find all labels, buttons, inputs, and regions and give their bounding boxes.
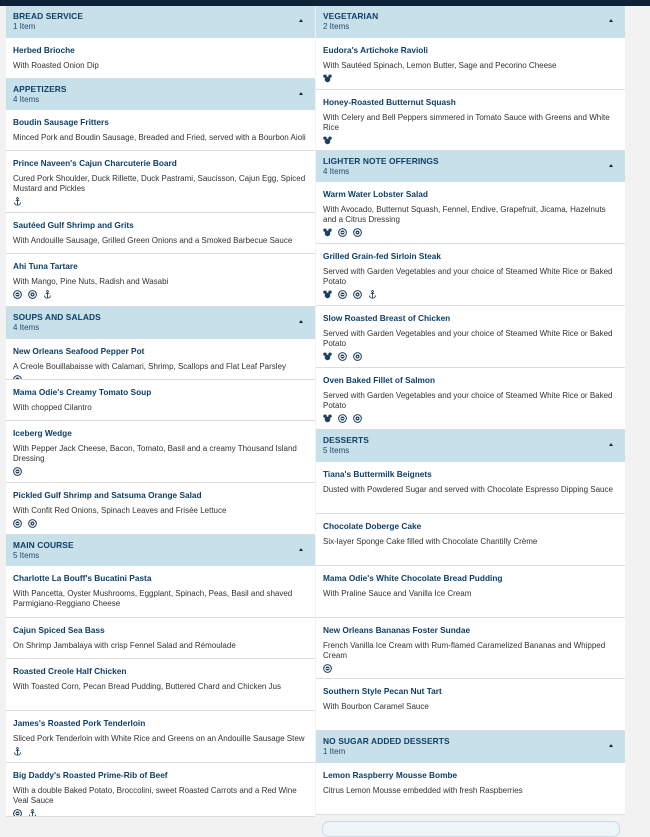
collapse-caret-icon[interactable] bbox=[609, 443, 613, 446]
menu-item[interactable] bbox=[6, 711, 315, 763]
mickey-icon bbox=[323, 228, 332, 237]
menu-item[interactable] bbox=[6, 151, 315, 213]
menu-item-description: With Sautéed Spinach, Lemon Butter, Sage and Pecorino Cheese bbox=[323, 61, 557, 70]
gluten-free-icon bbox=[338, 228, 347, 237]
collapse-caret-icon[interactable] bbox=[299, 548, 303, 551]
collapse-caret-icon[interactable] bbox=[609, 19, 613, 22]
anchor-icon bbox=[28, 809, 37, 818]
mickey-icon bbox=[323, 136, 332, 145]
section-count: 2 Items bbox=[323, 22, 350, 31]
menu-item[interactable] bbox=[6, 110, 315, 151]
menu-item-description: Six-layer Sponge Cake filled with Chocolate Chantilly Crème bbox=[323, 537, 538, 546]
menu-item-description: Citrus Lemon Mousse embedded with fresh Raspberries bbox=[323, 786, 523, 795]
gluten-free-icon bbox=[338, 290, 347, 299]
section-count: 4 Items bbox=[323, 167, 350, 176]
dietary-icons bbox=[13, 746, 308, 758]
dietary-icons bbox=[323, 226, 618, 238]
section-title: APPETIZERS bbox=[13, 84, 67, 94]
gluten-free-icon bbox=[323, 664, 332, 673]
menu-item-description: With Mango, Pine Nuts, Radish and Wasabi bbox=[13, 277, 169, 286]
menu-item-description: Served with Garden Vegetables and your choice of Steamed White Rice or Baked Potato bbox=[323, 329, 613, 348]
menu-item-description: Cured Pork Shoulder, Duck Rillette, Duck Pastrami, Saucisson, Cajun Egg, Spiced Mustard and Pickles bbox=[13, 174, 306, 193]
section-count: 5 Items bbox=[13, 551, 40, 560]
menu-item[interactable] bbox=[316, 618, 625, 679]
menu-item-description: French Vanilla Ice Cream with Rum-flamed Caramelized Bananas and Whipped Cream bbox=[323, 641, 606, 660]
anchor-icon bbox=[368, 290, 377, 299]
section-count: 1 Item bbox=[13, 22, 36, 31]
menu-item-name: Oven Baked Fillet of Salmon bbox=[323, 375, 436, 385]
section-count: 1 Item bbox=[323, 747, 346, 756]
section-header[interactable] bbox=[6, 79, 315, 110]
menu-item-description: Dusted with Powdered Sugar and served with Chocolate Espresso Dipping Sauce bbox=[323, 485, 613, 494]
menu-item[interactable] bbox=[316, 90, 625, 151]
gluten-free-icon bbox=[13, 467, 22, 476]
menu-item-name: Mama Odie's Creamy Tomato Soup bbox=[13, 387, 152, 397]
section-title: DESSERTS bbox=[323, 435, 369, 445]
menu-item[interactable] bbox=[6, 38, 315, 79]
menu-item-name: Ahi Tuna Tartare bbox=[13, 261, 78, 271]
menu-item-description: With Pancetta, Oyster Mushrooms, Eggplant, Spinach, Peas, Basil and shaved Parmigiano-Reggiano Cheese bbox=[13, 589, 293, 608]
section-count: 4 Items bbox=[13, 323, 40, 332]
menu-item-description: On Shrimp Jambalaya with crisp Fennel Salad and Rémoulade bbox=[13, 641, 236, 650]
menu-item[interactable] bbox=[6, 339, 315, 380]
mickey-icon bbox=[323, 414, 332, 423]
menu-item-description: Sliced Pork Tenderloin with White Rice and Greens on an Andouille Sausage Stew bbox=[13, 734, 305, 743]
collapse-caret-icon[interactable] bbox=[299, 92, 303, 95]
menu-item[interactable] bbox=[316, 244, 625, 306]
menu-item[interactable] bbox=[6, 566, 315, 618]
menu-item[interactable] bbox=[6, 421, 315, 483]
menu-item-name: Herbed Brioche bbox=[13, 45, 75, 55]
section-count: 4 Items bbox=[13, 95, 40, 104]
menu-item[interactable] bbox=[6, 763, 315, 817]
dietary-icons bbox=[323, 662, 618, 674]
anchor-icon bbox=[13, 197, 22, 206]
menu-item-name: Southern Style Pecan Nut Tart bbox=[323, 686, 442, 696]
gluten-free-icon bbox=[338, 352, 347, 361]
menu-item[interactable] bbox=[6, 254, 315, 307]
section-title: LIGHTER NOTE OFFERINGS bbox=[323, 156, 439, 166]
menu-item-name: Sautéed Gulf Shrimp and Grits bbox=[13, 220, 134, 230]
menu-item-name: James's Roasted Pork Tenderloin bbox=[13, 718, 146, 728]
section-header[interactable] bbox=[316, 731, 625, 763]
section-header[interactable] bbox=[6, 307, 315, 339]
menu-item-name: Slow Roasted Breast of Chicken bbox=[323, 313, 451, 323]
menu-item[interactable] bbox=[6, 483, 315, 535]
section-count: 5 Items bbox=[323, 446, 350, 455]
menu-item[interactable] bbox=[316, 306, 625, 368]
menu-item-description: With Celery and Bell Peppers simmered in Tomato Sauce with Greens and White Rice bbox=[323, 113, 610, 132]
dairy-free-icon bbox=[353, 414, 362, 423]
dairy-free-icon bbox=[28, 290, 37, 299]
menu-item-name: Pickled Gulf Shrimp and Satsuma Orange Salad bbox=[13, 490, 202, 500]
menu-item-name: New Orleans Seafood Pepper Pot bbox=[13, 346, 145, 356]
menu-item-name: Cajun Spiced Sea Bass bbox=[13, 625, 105, 635]
menu-item[interactable] bbox=[316, 38, 625, 90]
gluten-free-icon bbox=[13, 519, 22, 528]
menu-item-description: With Pepper Jack Cheese, Bacon, Tomato, Basil and a creamy Thousand Island Dressing bbox=[13, 444, 297, 463]
menu-item[interactable] bbox=[6, 618, 315, 659]
dietary-icons bbox=[323, 134, 618, 146]
menu-item-description: With Toasted Corn, Pecan Bread Pudding, Buttered Chard and Chicken Jus bbox=[13, 682, 282, 691]
menu-item-description: With chopped Cilantro bbox=[13, 403, 92, 412]
section-title: MAIN COURSE bbox=[13, 540, 74, 550]
gluten-free-icon bbox=[13, 809, 22, 818]
dietary-icons bbox=[13, 518, 308, 530]
menu-item-name: Mama Odie's White Chocolate Bread Pudding bbox=[323, 573, 503, 583]
collapse-caret-icon[interactable] bbox=[609, 744, 613, 747]
left-menu-column bbox=[6, 6, 315, 817]
menu-item-name: Chocolate Doberge Cake bbox=[323, 521, 422, 531]
section-title: VEGETARIAN bbox=[323, 11, 379, 21]
menu-item[interactable] bbox=[316, 182, 625, 244]
menu-item-name: Lemon Raspberry Mousse Bombe bbox=[323, 770, 458, 780]
menu-item-description: With Andouille Sausage, Grilled Green Onions and a Smoked Barbecue Sauce bbox=[13, 236, 293, 245]
menu-item-description: Served with Garden Vegetables and your choice of Steamed White Rice or Baked Potato bbox=[323, 267, 613, 286]
section-title: NO SUGAR ADDED DESSERTS bbox=[323, 736, 450, 746]
menu-item-name: Tiana's Buttermilk Beignets bbox=[323, 469, 432, 479]
menu-item-description: Served with Garden Vegetables and your choice of Steamed White Rice or Baked Potato bbox=[323, 391, 613, 410]
section-header[interactable] bbox=[6, 535, 315, 566]
bottom-button[interactable] bbox=[322, 821, 620, 837]
menu-item[interactable] bbox=[316, 514, 625, 566]
dairy-free-icon bbox=[353, 290, 362, 299]
menu-item-name: Grilled Grain-fed Sirloin Steak bbox=[323, 251, 442, 261]
menu-item[interactable] bbox=[316, 763, 625, 815]
section-header[interactable] bbox=[316, 151, 625, 182]
menu-item[interactable] bbox=[316, 679, 625, 731]
menu-item-name: Eudora's Artichoke Ravioli bbox=[323, 45, 428, 55]
menu-item-description: A Creole Bouillabaisse with Calamari, Shrimp, Scallops and Flat Leaf Parsley bbox=[13, 362, 287, 371]
dietary-icons bbox=[323, 73, 618, 85]
menu-item-description: With Roasted Onion Dip bbox=[13, 61, 99, 70]
menu-item-name: Big Daddy's Roasted Prime-Rib of Beef bbox=[13, 770, 168, 780]
section-header[interactable] bbox=[316, 6, 625, 38]
menu-item-name: Roasted Creole Half Chicken bbox=[13, 666, 127, 676]
section-header[interactable] bbox=[316, 430, 625, 462]
dietary-icons bbox=[13, 807, 308, 817]
dairy-free-icon bbox=[353, 228, 362, 237]
collapse-caret-icon[interactable] bbox=[609, 164, 613, 167]
menu-item-name: New Orleans Bananas Foster Sundae bbox=[323, 625, 471, 635]
menu-item-name: Boudin Sausage Fritters bbox=[13, 117, 109, 127]
menu-item-description: With a double Baked Potato, Broccolini, sweet Roasted Carrots and a Red Wine Veal Sauce bbox=[13, 786, 297, 805]
dietary-icons bbox=[323, 412, 618, 424]
anchor-icon bbox=[13, 747, 22, 756]
dietary-icons bbox=[323, 350, 618, 362]
menu-item[interactable] bbox=[316, 368, 625, 430]
gluten-free-icon bbox=[338, 414, 347, 423]
dairy-free-icon bbox=[353, 352, 362, 361]
menu-item-description: With Praline Sauce and Vanilla Ice Cream bbox=[323, 589, 472, 598]
menu-item-description: With Bourbon Caramel Sauce bbox=[323, 702, 429, 711]
mickey-icon bbox=[323, 290, 332, 299]
section-title: BREAD SERVICE bbox=[13, 11, 84, 21]
menu-item[interactable] bbox=[6, 659, 315, 711]
dietary-icons bbox=[13, 289, 308, 301]
mickey-icon bbox=[323, 352, 332, 361]
right-menu-column bbox=[316, 6, 625, 815]
menu-item[interactable] bbox=[316, 566, 625, 618]
dietary-icons bbox=[323, 288, 618, 300]
menu-item-name: Charlotte La Bouff's Bucatini Pasta bbox=[13, 573, 152, 583]
menu-item-name: Honey-Roasted Butternut Squash bbox=[323, 97, 456, 107]
menu-item-name: Prince Naveen's Cajun Charcuterie Board bbox=[13, 158, 177, 168]
menu-item-description: Minced Pork and Boudin Sausage, Breaded and Fried, served with a Bourbon Aioli bbox=[13, 133, 306, 142]
collapse-caret-icon[interactable] bbox=[299, 320, 303, 323]
menu-item[interactable] bbox=[316, 462, 625, 514]
collapse-caret-icon[interactable] bbox=[299, 19, 303, 22]
dietary-icons bbox=[13, 195, 308, 207]
section-header[interactable] bbox=[6, 6, 315, 38]
gluten-free-icon bbox=[13, 290, 22, 299]
mickey-icon bbox=[323, 74, 332, 83]
dietary-icons bbox=[13, 465, 308, 477]
section-title: SOUPS AND SALADS bbox=[13, 312, 101, 322]
menu-item-description: With Avocado, Butternut Squash, Fennel, Endive, Grapefruit, Jicama, Hazelnuts and a Citrus Dressing bbox=[323, 205, 606, 224]
menu-item-name: Warm Water Lobster Salad bbox=[323, 189, 428, 199]
menu-item-description: With Confit Red Onions, Spinach Leaves and Frisée Lettuce bbox=[13, 506, 227, 515]
menu-item-name: Iceberg Wedge bbox=[13, 428, 72, 438]
dairy-free-icon bbox=[28, 519, 37, 528]
menu-item[interactable] bbox=[6, 380, 315, 421]
menu-item[interactable] bbox=[6, 213, 315, 254]
anchor-icon bbox=[43, 290, 52, 299]
